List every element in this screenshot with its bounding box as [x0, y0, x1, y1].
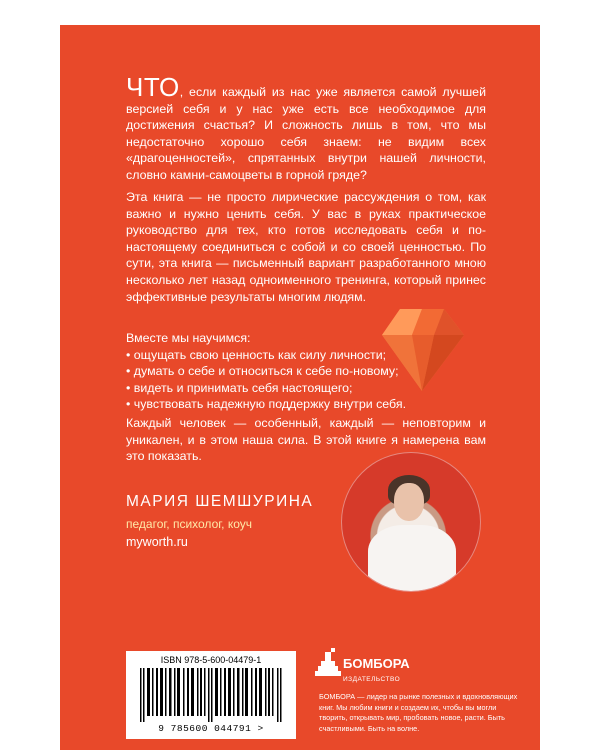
- author-role: педагог, психолог, коуч: [126, 517, 252, 531]
- isbn-label: ISBN 978-5-600-04479-1: [160, 655, 262, 665]
- learn-item: • чувствовать надежную поддержку внутри себя.: [126, 396, 486, 413]
- learn-item: • видеть и принимать себя настоящего;: [126, 380, 486, 397]
- publisher-blurb: БОМБОРА — лидер на рынке полезных и вдохновляющих книг. Мы любим книги и создаем их, чтобы вы могли творить, открывать мир, пробовать новое, расти. Быть счастливыми. Быть на волне.: [319, 692, 518, 733]
- intro-paragraph: [126, 72, 486, 184]
- learn-list: [126, 347, 486, 413]
- publisher-name: БОМБОРА: [343, 656, 410, 671]
- learn-section: [126, 330, 486, 413]
- learn-item: • ощущать свою ценность как силу личности;: [126, 347, 486, 364]
- intro-text: , если каждый из нас уже является самой лучшей версией себя и у нас уже есть все необходимое для достижения счастья? И сложность лишь в том, что мы недостаточно хорошо себя знаем: не видим всех «драгоценностей», спрятанных внутри нашей личности, словно камни-самоцветы в горной гряде?: [126, 85, 486, 182]
- barcode-bars: [140, 668, 282, 722]
- closing-paragraph: Каждый человек — особенный, каждый — неповторим и уникален, и в этом наша сила. В этой книге я намерена вам это показать.: [126, 416, 486, 464]
- learn-item: • думать о себе и относиться к себе по-новому;: [126, 363, 486, 380]
- learn-heading: Вместе мы научимся:: [126, 331, 251, 345]
- author-photo: [341, 452, 481, 592]
- author-name: МАРИЯ ШЕМШУРИНА: [126, 493, 314, 510]
- about-paragraph: Эта книга — не просто лирические рассуждения о том, как важно и нужно ценить себя. У вас в руках практическое руководство для тех, кто готов исследовать себя и по-настоящему соединиться с собой и со своей ценностью. По сути, эта книга — письменный вариант разработанного мною несколько лет назад одноименного тренинга, который принес эффективные результаты многим людям.: [126, 190, 486, 304]
- barcode-digits: 9 785600 044791 >: [158, 723, 264, 734]
- intro-lead-word: ЧТО: [126, 72, 180, 102]
- book-back-cover: [60, 25, 540, 750]
- publisher-subtitle: ИЗДАТЕЛЬСТВО: [343, 676, 401, 683]
- author-website: myworth.ru: [126, 535, 188, 549]
- barcode: [126, 651, 296, 739]
